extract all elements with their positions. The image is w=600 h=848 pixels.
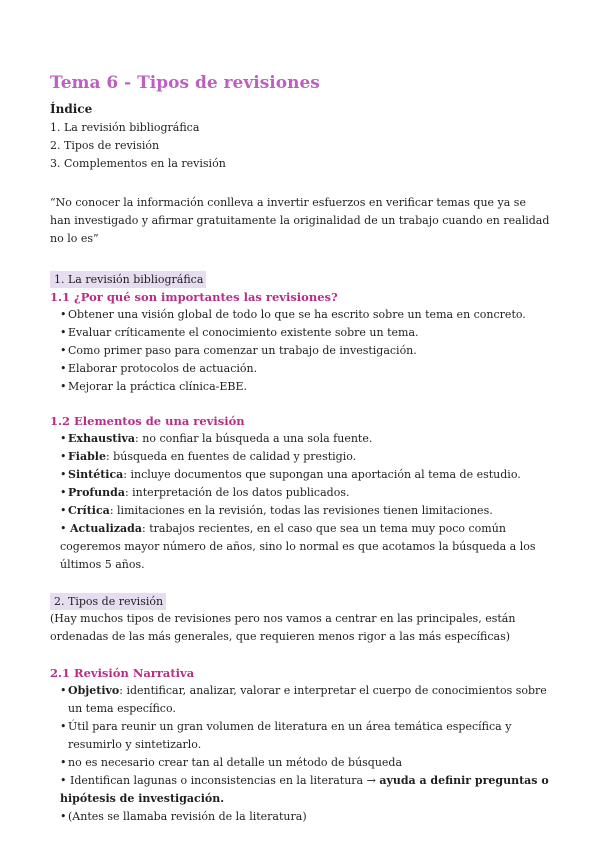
subsection-1-2-title: 1.2 Elementos de una revisión — [50, 414, 245, 428]
index-item: 3. Complementos en la revisión — [50, 157, 226, 170]
list-item: • Obtener una visión global de todo lo que se ha escrito sobre un tema en concreto. — [60, 306, 550, 324]
definition: : interpretación de los datos publicados. — [124, 486, 350, 499]
term: Sintética — [68, 468, 124, 481]
quote: “No conocer la información conlleva a invertir esfuerzos en verificar temas que ya se han investigado y afirmar gratuitamente la originalidad de un trabajo cuando en realidad no lo es” — [50, 196, 550, 245]
list-item: • Útil para reunir un gran volumen de literatura en un área temática específica y resumirlo y sintetizarlo. — [60, 718, 550, 754]
section-1-label: 1. La revisión bibliográfica — [50, 271, 206, 288]
list-item — [60, 484, 550, 502]
definition: : trabajos recientes, en el caso que sea un tema muy poco común cogeremos mayor número de años, sino lo normal es que acotamos la búsqueda a los últimos 5 años. — [60, 522, 536, 571]
definition: : limitaciones en la revisión, todas las revisiones tienen limitaciones. — [109, 504, 493, 517]
list-item: • Como primer paso para comenzar un trabajo de investigación. — [60, 342, 550, 360]
emphasis: ayuda a definir preguntas o hipótesis de investigación. — [60, 774, 549, 805]
definition: : no confiar la búsqueda a una sola fuente. — [135, 432, 373, 445]
list-item — [60, 682, 550, 718]
definition: : incluye documentos que supongan una aportación al tema de estudio. — [123, 468, 521, 481]
narrative-list — [50, 682, 550, 826]
definition: Identifican lagunas o inconsistencias en la literatura → — [70, 774, 380, 787]
list-item: • Mejorar la práctica clínica-EBE. — [60, 378, 550, 396]
term: Exhaustiva — [68, 432, 136, 445]
importance-list — [50, 306, 550, 396]
list-item: • Actualizada: trabajos recientes, en el caso que sea un tema muy poco común cogeremos mayor número de años, sino lo normal es que acotamos la búsqueda a los últimos 5 años. — [60, 522, 536, 571]
index-item: 2. Tipos de revisión — [50, 139, 160, 152]
term: Profunda — [68, 486, 125, 499]
term: Crítica — [68, 504, 110, 517]
list-item — [60, 502, 550, 520]
list-item — [60, 466, 550, 484]
list-item — [60, 448, 550, 466]
section-2-label: 2. Tipos de revisión — [50, 593, 166, 610]
list-item — [60, 430, 550, 448]
list-item: • (Antes se llamaba revisión de la literatura) — [60, 808, 550, 826]
elements-list — [50, 430, 550, 574]
term: Objetivo — [68, 684, 120, 697]
page-title: Tema 6 - Tipos de revisiones — [50, 73, 320, 93]
index-item: 1. La revisión bibliográfica — [50, 121, 200, 134]
subsection-1-1-title: 1.1 ¿Por qué son importantes las revisiones? — [50, 290, 338, 304]
definition: : búsqueda en fuentes de calidad y prestigio. — [105, 450, 357, 463]
list-item: • no es necesario crear tan al detalle un método de búsqueda — [60, 754, 550, 772]
subsection-2-1-title: 2.1 Revisión Narrativa — [50, 666, 195, 680]
section-2-note: (Hay muchos tipos de revisiones pero nos vamos a centrar en las principales, están ordenadas de las más generales, que requieren menos rigor a las más específicas) — [50, 612, 516, 643]
term: Fiable — [68, 450, 106, 463]
term: Actualizada — [70, 522, 142, 535]
index-heading: Índice — [50, 102, 93, 116]
list-item: • Elaborar protocolos de actuación. — [60, 360, 550, 378]
list-item: • Identifican lagunas o inconsistencias en la literatura → ayuda a definir preguntas o hipótesis de investigación. — [60, 774, 549, 805]
list-item: • Evaluar críticamente el conocimiento existente sobre un tema. — [60, 324, 550, 342]
definition: : identificar, analizar, valorar e interpretar el cuerpo de conocimientos sobre un tema específico. — [68, 684, 547, 715]
